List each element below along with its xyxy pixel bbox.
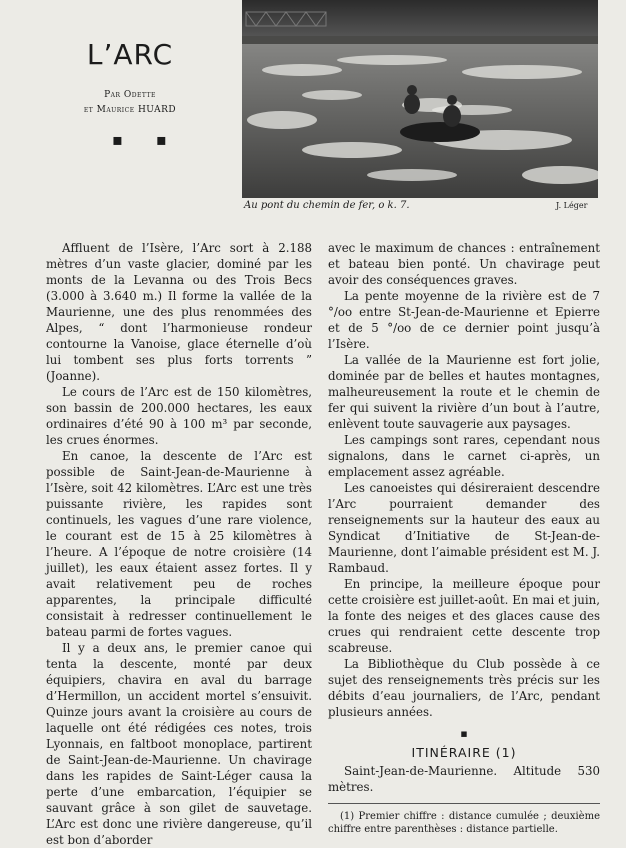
byline-line-2: et Maurice HUARD — [83, 105, 177, 115]
paragraph: Affluent de l’Isère, l’Arc sort à 2.188 mètres d’un vaste glacier, dominé par les monts de la Levanna ou des Trois Becs (3.000 à 3.640 m.) Il forme la vallée de la Maurienne, une des plus renommées des Alpes, “ dont l’harmonieuse rondeur contourne la Vanoise, glace éternelle d’où lui tombent ses plus forts torrents ” (Joanne). — [46, 241, 312, 383]
byline — [60, 88, 200, 118]
paragraph: Les canoeistes qui désireraient descendre l’Arc pourraient demander des renseignements sur la hauteur des eaux au Syndicat d’Initiative de St-Jean-de-Maurienne, dont l’aimable président est M. J. Rambaud. — [328, 481, 600, 575]
paragraph: En canoe, la descente de l’Arc est possible de Saint-Jean-de-Maurienne à l’Isère, soit 42 kilomètres. L’Arc est une très puissante rivière, les rapides sont continuels, les vagues d’une rare violence, le courant est de 15 à 25 kilomètres à l’heure. A l’époque de notre croisière (14 juillet), les eaux étaient assez fortes. Il y avait relativement peu de roches apparentes, la principale difficulté consistait à redresser continuellement le bateau parmi de fortes vagues. — [46, 449, 312, 639]
photo-credit: J. Léger — [556, 201, 588, 210]
paragraph: La Bibliothèque du Club possède à ce sujet des renseignements très précis sur les débits d’eau journaliers, de l’Arc, pendant plusieurs années. — [328, 657, 600, 719]
river-photo — [242, 0, 598, 198]
paragraph: La vallée de la Maurienne est fort jolie, dominée par de belles et hautes montagnes, malheureusement la route et le chemin de fer qui suivent la rivière d’un bout à l’autre, enlèvent toute sauvagerie aux paysages. — [328, 353, 600, 431]
paragraph: Il y a deux ans, le premier canoe qui tenta la descente, monté par deux équipiers, chavira en aval du barrage d’Hermillon, un accident mortel s’ensuivit. Quinze jours avant la croisière au cours de laquelle ont été rédigées ces notes, trois Lyonnais, en faltboot monoplace, partirent de Saint-Jean-de-Maurienne. Un chavirage dans les rapides de Saint-Léger causa la perte d’une embarcation, l’équipier se sauvant grâce à son gilet de sauvetage. L’Arc est donc une rivière dangereuse, qu’il est bon d’aborder — [46, 641, 312, 847]
photo-caption: Au pont du chemin de fer, o k. 7. — [244, 200, 410, 211]
text-column-left — [46, 240, 312, 848]
text-column-right — [328, 240, 600, 836]
byline-line-1: Par Odette — [104, 90, 156, 100]
footnote — [328, 803, 600, 836]
section-separator: ▪ — [460, 727, 468, 740]
title-ornament: ▪ ▪ — [112, 130, 181, 149]
itinerary-heading: ITINÉRAIRE (1) — [411, 745, 517, 760]
paragraph: Le cours de l’Arc est de 150 kilomètres, son bassin de 200.000 hectares, les eaux ordinaires d’été 90 à 100 m³ par seconde, les crues énormes. — [46, 385, 312, 447]
footnote-text: (1) Premier chiffre : distance cumulée ; deuxième chiffre entre parenthèses : distance partielle. — [328, 811, 600, 835]
article-title: L’ARC — [86, 38, 174, 71]
itinerary-start: Saint-Jean-de-Maurienne. Altitude 530 mètres. — [328, 764, 600, 794]
paragraph-continuation: avec le maximum de chances : entraînement et bateau bien ponté. Un chavirage peut avoir des conséquences graves. — [328, 241, 600, 287]
paragraph: Les campings sont rares, cependant nous signalons, dans le carnet ci-après, un emplacement assez agréable. — [328, 433, 600, 479]
paragraph: En principe, la meilleure époque pour cette croisière est juillet-août. En mai et juin, la fonte des neiges et des glaces cause des crues qui rendraient cette descente trop scabreuse. — [328, 577, 600, 655]
paragraph: La pente moyenne de la rivière est de 7 °/oo entre St-Jean-de-Maurienne et Epierre et de 5 °/oo de ce dernier point jusqu’à l’Isère. — [328, 289, 600, 351]
